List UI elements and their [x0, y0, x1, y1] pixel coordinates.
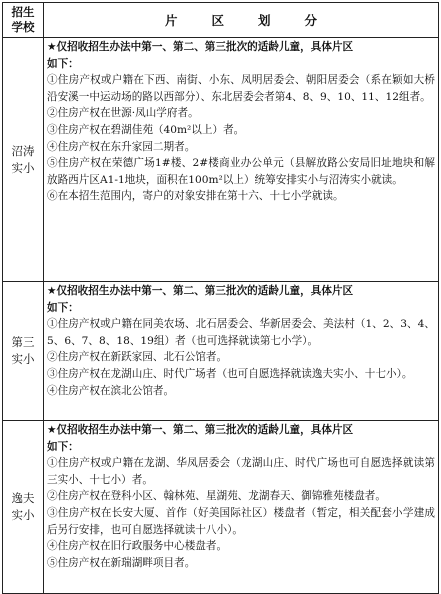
header-zone-char: 分	[304, 13, 318, 28]
zoning-table	[2, 2, 439, 594]
zone-item: ①住房产权或户籍在下西、南街、小东、凤明居委会、朝阳居委会（系在颖如大桥沿安溪一中运动场的路以西部分）、东北居委会者第4、8、9、10、11、12组者。	[47, 74, 435, 103]
zone-description	[44, 282, 439, 421]
header-zone-char: 划	[258, 13, 271, 28]
school-name	[3, 421, 44, 594]
header-zone-char: 区	[211, 13, 224, 28]
school-name-line1: 第三	[11, 335, 35, 349]
zone-item: ③住房产权在碧湖佳苑（40m²以上）者。	[47, 123, 245, 136]
header-school-line2: 学校	[11, 20, 35, 34]
zone-description	[44, 38, 439, 282]
school-name-line2: 实小	[11, 508, 35, 522]
zone-description	[44, 421, 439, 594]
school-name-line2: 实小	[11, 352, 35, 366]
zone-item: ④住房产权在旧行政服务中心楼盘者。	[47, 540, 228, 553]
zone-item: ②住房产权在新跃家园、北石公馆者。	[47, 351, 228, 364]
zone-item: ①住房产权或户籍在同美农场、北石居委会、华新居委会、美法村（1、2、3、4、5、6、7、8、18、19组）者（也可选择就读第七小学）。	[47, 318, 435, 347]
zone-item: ⑤住房产权在荣德广场1#楼、2#楼商业办公单元（县解放路公安局旧址地块和解放路西片区A1-1地块，面积在100m²以上）统筹安排实小与沼涛实小就读。	[47, 157, 435, 186]
header-zone	[44, 3, 439, 38]
table-row	[3, 421, 439, 594]
zone-item: ①住房产权或户籍在龙湖、华凤居委会（龙湖山庄、时代广场也可自愿选择就读第三实小、十七小）者。	[47, 457, 435, 486]
table-header-row	[3, 3, 439, 38]
school-name-line1: 逸夫	[11, 491, 35, 505]
school-name	[3, 282, 44, 421]
zone-item: ④住房产权在东升家园二期者。	[47, 140, 196, 153]
zone-item: ⑤住房产权在新瑞湖畔项目者。	[47, 556, 196, 569]
zone-lead-line1: ★仅招收招生办法中第一、第二、第三批次的适龄儿童，具体片区	[47, 285, 354, 297]
header-zone-char: 片	[164, 13, 178, 28]
zone-lead-line2: 如下：	[47, 440, 79, 453]
school-name-line1: 沼涛	[11, 143, 35, 158]
header-school-line1: 招生	[11, 5, 35, 19]
zone-lead-line1: ★仅招收招生办法中第一、第二、第三批次的适龄儿童，具体片区	[47, 41, 354, 53]
school-name	[3, 38, 44, 282]
zone-item: ③住房产权在龙湖山庄、时代广场者（也可自愿选择就读逸夫实小、十七小）。	[47, 367, 413, 380]
zone-item: ⑥在本招生范围内，寄户的对象安排在第十六、十七小学就读。	[47, 190, 344, 203]
zone-item: ②住房产权在世源·凤山学府者。	[47, 107, 199, 120]
school-name-line2: 实小	[11, 160, 35, 175]
table-row	[3, 282, 439, 421]
header-school	[3, 3, 44, 38]
zone-item: ④住房产权在滨北公馆者。	[47, 384, 175, 397]
zone-item: ②住房产权在登科小区、翰林苑、星湖苑、龙湖春天、御锦雅苑楼盘者。	[47, 490, 386, 503]
zone-item: ③住房产权在长安大厦、首作（好美国际社区）楼盘者（暂定，相关配套小学建成后另行安排，也可自愿选择就读十八小）。	[47, 506, 435, 536]
zone-lead-line2: 如下：	[47, 301, 79, 314]
table-row	[3, 38, 439, 282]
zone-lead-line2: 如下：	[47, 57, 79, 70]
zone-lead-line1: ★仅招收招生办法中第一、第二、第三批次的适龄儿童，具体片区	[47, 424, 354, 436]
